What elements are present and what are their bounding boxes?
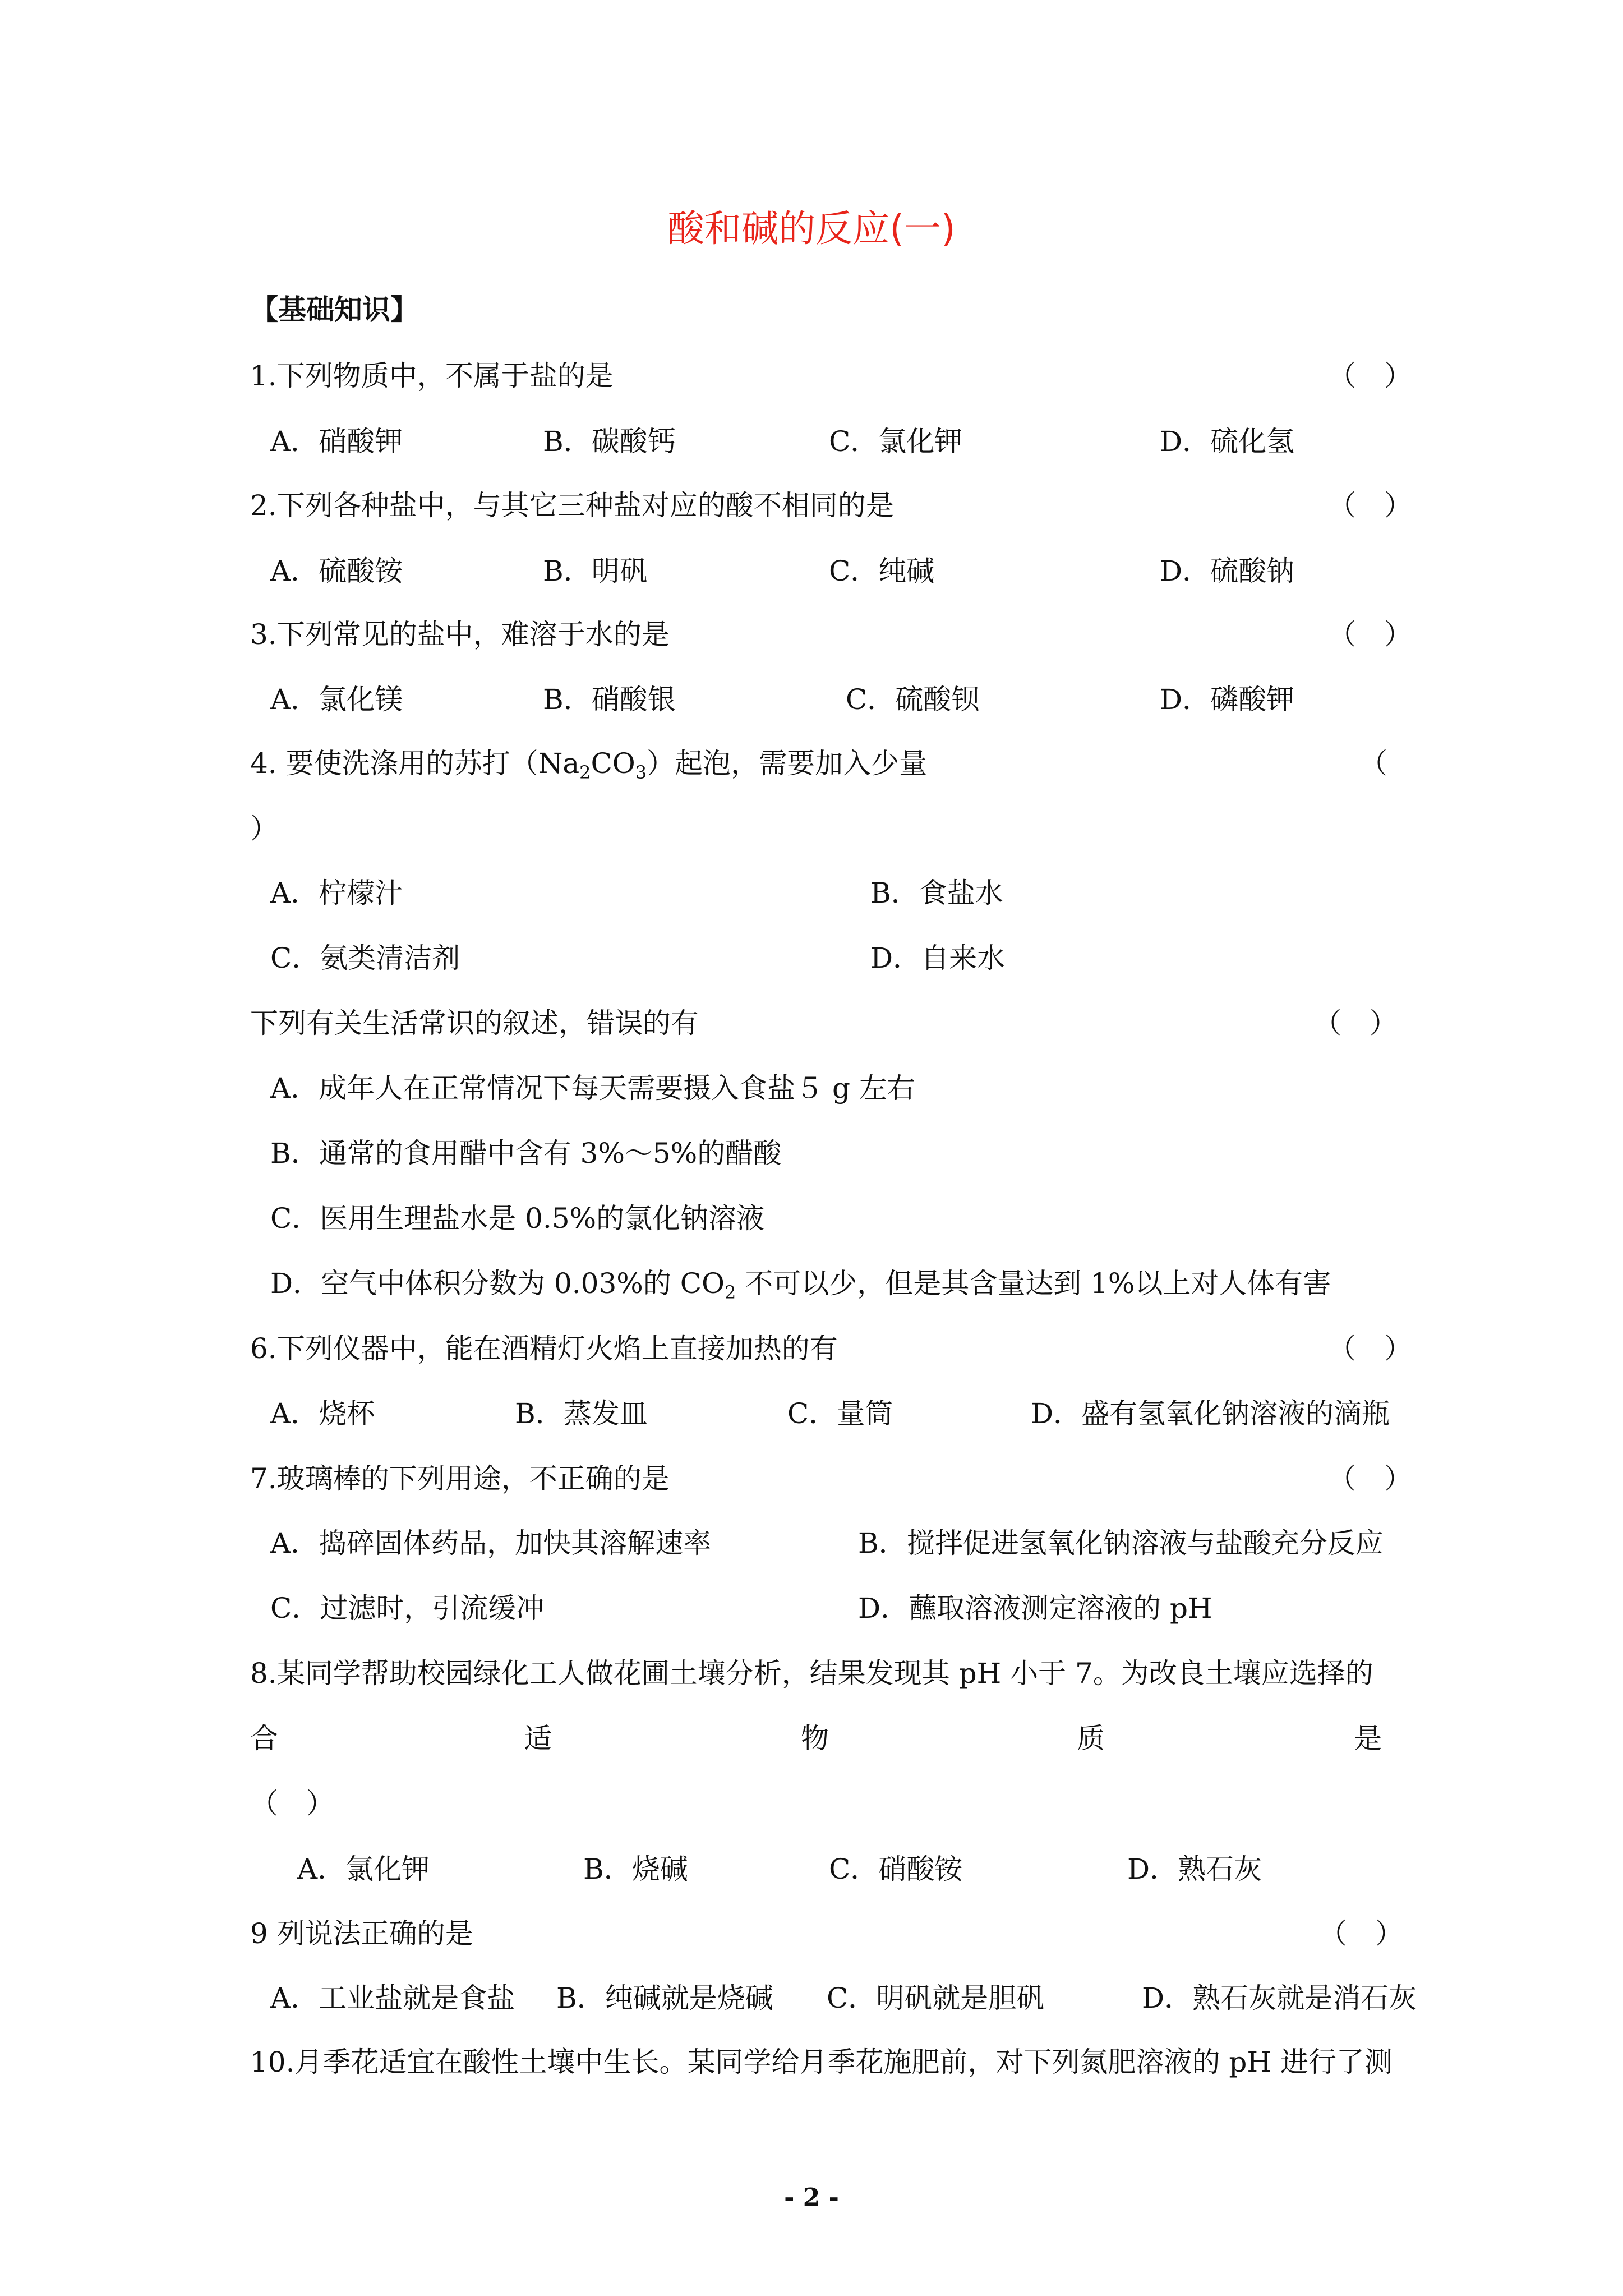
question-4-stem: 4. 要使洗涤用的苏打$(Na_2CO_3)$起泡，需要加入少量 bbox=[250, 747, 928, 783]
question-3-answer-blank: （ ） bbox=[1328, 618, 1412, 651]
question-6-option-b: B．蒸发皿 bbox=[515, 1397, 648, 1430]
question-5-stem: 下列有关生活常识的叙述，错误的有 bbox=[250, 1007, 699, 1039]
question-7-option-a: A．捣碎固体药品，加快其溶解速率 bbox=[270, 1527, 712, 1559]
question-2-stem: 2.下列各种盐中，与其它三种盐对应的酸不相同的是 bbox=[250, 489, 894, 522]
question-5-answer-blank: （ ） bbox=[1313, 1007, 1398, 1039]
question-5-option-c: C．医用生理盐水是 0.5%的氯化钠溶液 bbox=[270, 1202, 765, 1235]
question-8-stem-word-3: 物 bbox=[801, 1722, 829, 1755]
question-6-option-d: D．盛有氢氧化钠溶液的滴瓶 bbox=[1031, 1397, 1390, 1430]
question-7-option-b: B．搅拌促进氢氧化钠溶液与盐酸充分反应 bbox=[858, 1527, 1384, 1559]
question-1-stem: 1.下列物质中，不属于盐的是 bbox=[250, 360, 614, 392]
question-1-option-c: C．氯化钾 bbox=[829, 425, 963, 458]
question-6-option-a: A．烧杯 bbox=[270, 1397, 375, 1430]
question-7-stem: 7.玻璃棒的下列用途，不正确的是 bbox=[250, 1462, 670, 1495]
question-8-option-c: C．硝酸铵 bbox=[829, 1853, 963, 1885]
page-number: - 2 - bbox=[784, 2183, 839, 2212]
question-4-option-b: B．食盐水 bbox=[870, 877, 1003, 909]
question-1-answer-blank: （ ） bbox=[1328, 360, 1412, 392]
question-8-answer-blank: （ ） bbox=[250, 1787, 334, 1820]
question-8-option-b: B．烧碱 bbox=[583, 1853, 688, 1885]
question-2-option-b: B．明矾 bbox=[543, 555, 648, 587]
question-3-stem: 3.下列常见的盐中，难溶于水的是 bbox=[250, 618, 670, 651]
question-5-option-d: D．空气中体积分数为 0.03%的 $CO_2$ 不可以少，但是其含量达到 1%以上对人体有害 bbox=[270, 1267, 1331, 1303]
question-7-option-d: D．蘸取溶液测定溶液的 pH bbox=[858, 1592, 1212, 1625]
question-2-option-c: C．纯碱 bbox=[829, 555, 935, 587]
question-9-option-d: D．熟石灰就是消石灰 bbox=[1142, 1982, 1417, 2014]
question-4-option-a: A．柠檬汁 bbox=[270, 877, 403, 909]
question-9-option-c: C．明矾就是胆矾 bbox=[827, 1982, 1045, 2014]
question-8-option-d: D．熟石灰 bbox=[1127, 1853, 1262, 1885]
question-8-stem-word-4: 质 bbox=[1077, 1722, 1105, 1755]
question-2-answer-blank: （ ） bbox=[1328, 489, 1412, 522]
document-title: 酸和碱的反应(一) bbox=[667, 207, 956, 250]
question-4-option-c: C．氨类清洁剂 bbox=[270, 942, 460, 974]
question-1-option-a: A．硝酸钾 bbox=[270, 425, 403, 458]
question-4-paren-open: （ bbox=[1359, 747, 1387, 780]
question-10-stem: 10.月季花适宜在酸性土壤中生长。某同学给月季花施肥前，对下列氮肥溶液的 pH 进行了测 bbox=[250, 2046, 1393, 2078]
question-9-option-a: A．工业盐就是食盐 bbox=[270, 1982, 515, 2014]
question-1-option-d: D．硫化氢 bbox=[1160, 425, 1295, 458]
question-4-paren-close: ） bbox=[250, 812, 278, 845]
question-8-option-a: A．氯化钾 bbox=[297, 1853, 430, 1885]
question-5-option-a: A．成年人在正常情况下每天需要摄入食盐５ g 左右 bbox=[270, 1072, 915, 1105]
question-7-answer-blank: （ ） bbox=[1328, 1462, 1412, 1495]
question-2-option-d: D．硫酸钠 bbox=[1160, 555, 1295, 587]
question-6-answer-blank: （ ） bbox=[1328, 1332, 1412, 1365]
question-3-option-d: D．磷酸钾 bbox=[1160, 683, 1295, 716]
question-3-option-c: C．硫酸钡 bbox=[846, 683, 980, 716]
question-8-stem: 8.某同学帮助校园绿化工人做花圃土壤分析，结果发现其 pH 小于 7。为改良土壤应选择的 bbox=[250, 1657, 1373, 1690]
question-9-stem: 9 列说法正确的是 bbox=[250, 1917, 473, 1950]
question-7-option-c: C．过滤时，引流缓冲 bbox=[270, 1592, 545, 1625]
question-9-answer-blank: （ ） bbox=[1319, 1917, 1403, 1950]
question-8-stem-word-1: 合 bbox=[250, 1722, 278, 1755]
question-4-option-d: D．自来水 bbox=[870, 942, 1006, 974]
question-8-stem-word-5: 是 bbox=[1354, 1722, 1382, 1755]
question-5-option-b: B．通常的食用醋中含有 3%～5%的醋酸 bbox=[270, 1137, 782, 1170]
question-1-option-b: B．碳酸钙 bbox=[543, 425, 676, 458]
question-6-stem: 6.下列仪器中，能在酒精灯火焰上直接加热的有 bbox=[250, 1332, 838, 1365]
question-6-option-c: C．量筒 bbox=[787, 1397, 893, 1430]
question-8-stem-word-2: 适 bbox=[524, 1722, 552, 1755]
question-3-option-b: B．硝酸银 bbox=[543, 683, 676, 716]
question-9-option-b: B．纯碱就是烧碱 bbox=[556, 1982, 773, 2014]
section-heading: 【基础知识】 bbox=[250, 293, 418, 326]
question-2-option-a: A．硫酸铵 bbox=[270, 555, 403, 587]
question-3-option-a: A．氯化镁 bbox=[270, 683, 403, 716]
